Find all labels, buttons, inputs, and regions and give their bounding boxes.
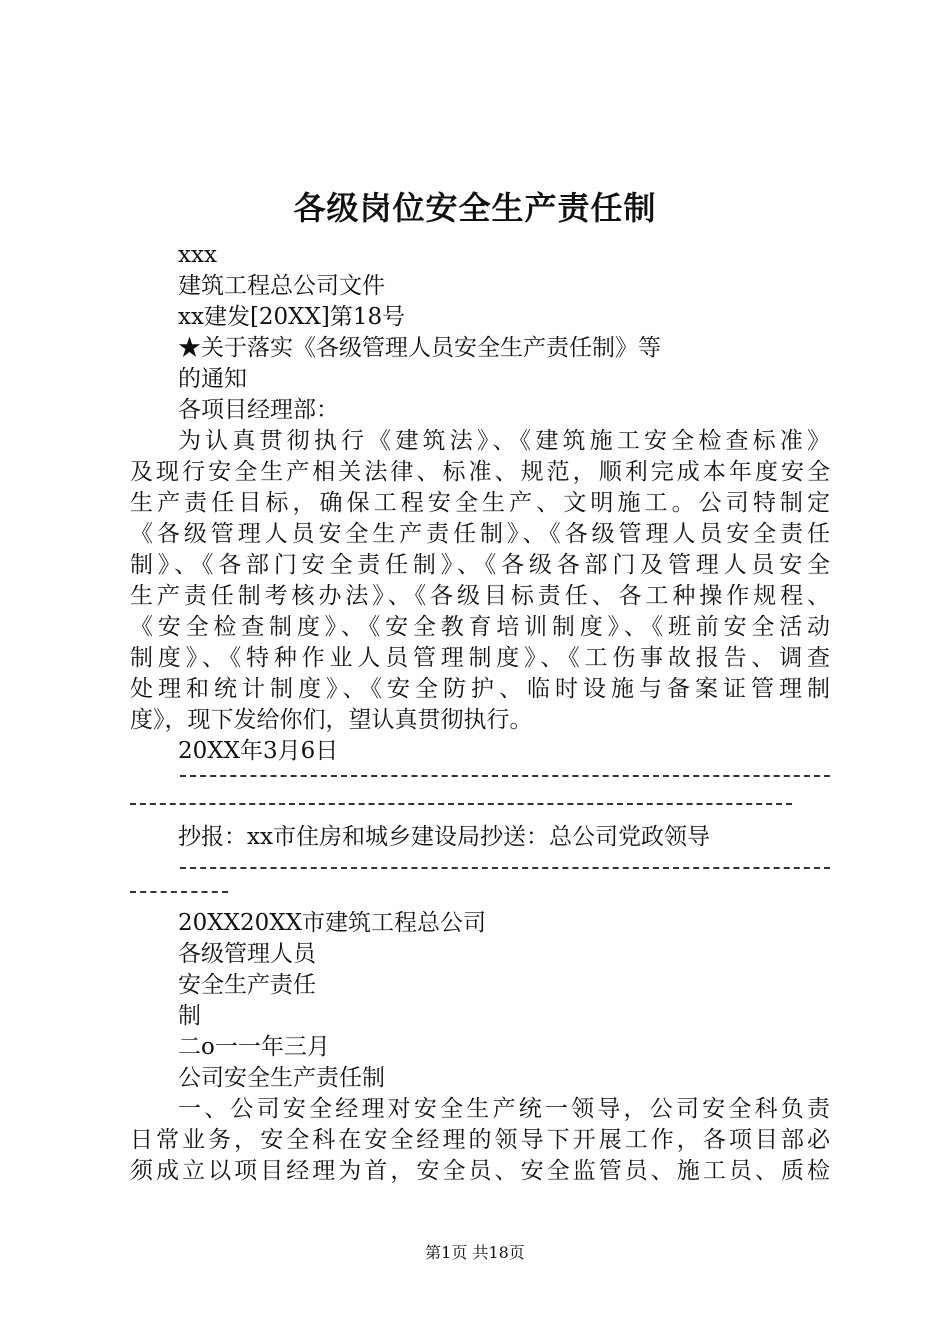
separator-line — [130, 891, 228, 893]
section-line-3: 须成立以项目经理为首，安全员、安全监管员、施工员、质检 — [130, 1158, 830, 1184]
cover-line-2: 安全生产责任 — [178, 972, 316, 998]
cover-line-3: 制 — [178, 1003, 201, 1029]
separator-line — [180, 867, 830, 869]
body-line-1: 为认真贯彻执行《建筑法》、《建筑施工安全检查标准》 — [178, 428, 830, 454]
section-line-2: 日常业务，安全科在安全经理的领导下开展工作，各项目部必 — [130, 1127, 830, 1153]
body-line-4: 《各级管理人员安全生产责任制》、《各级管理人员安全责任 — [130, 521, 830, 547]
body-line-3: 生产责任目标，确保工程安全生产、文明施工。公司特制定 — [130, 490, 830, 516]
body-line-10: 度》，现下发给你们，望认真贯彻执行。 — [130, 707, 533, 733]
body-line-2: 及现行安全生产相关法律、标准、规范，顺利完成本年度安全 — [130, 459, 830, 485]
company-line: 20XX20XX市建筑工程总公司 — [178, 910, 487, 936]
cc-line: 抄报：xx市住房和城乡建设局抄送：总公司党政领导 — [178, 824, 710, 850]
document-title: 各级岗位安全生产责任制 — [293, 189, 657, 227]
separator-line — [130, 803, 792, 805]
issue-date: 20XX年3月6日 — [178, 738, 339, 764]
body-line-9: 处理和统计制度》、《安全防护、临时设施与备案证管理制 — [130, 676, 830, 702]
notice-title-line-1: ★关于落实《各级管理人员安全生产责任制》等 — [178, 335, 661, 361]
body-line-6: 生产责任制考核办法》、《各级目标责任、各工种操作规程、 — [130, 583, 830, 609]
section-line-1: 一、公司安全经理对安全生产统一领导，公司安全科负责 — [178, 1096, 830, 1122]
body-line-5: 制》、《各部门安全责任制》、《各级各部门及管理人员安全 — [130, 552, 830, 578]
section-heading: 公司安全生产责任制 — [178, 1065, 385, 1091]
notice-title-line-2: 的通知 — [178, 366, 247, 392]
body-line-8: 制度》、《特种作业人员管理制度》、《工伤事故报告、调查 — [130, 645, 830, 671]
cover-line-1: 各级管理人员 — [178, 941, 316, 967]
document-number: xx建发[20XX]第18号 — [178, 304, 406, 330]
issuer-name: 建筑工程总公司文件 — [178, 273, 385, 299]
cover-date: 二o一一年三月 — [178, 1034, 330, 1060]
page-footer: 第1页 共18页 — [425, 1243, 525, 1262]
issuer-code: xxx — [178, 242, 217, 268]
body-line-7: 《安全检查制度》、《安全教育培训制度》、《班前安全活动 — [130, 614, 830, 640]
addressee: 各项目经理部： — [178, 397, 339, 423]
separator-line — [180, 775, 830, 777]
